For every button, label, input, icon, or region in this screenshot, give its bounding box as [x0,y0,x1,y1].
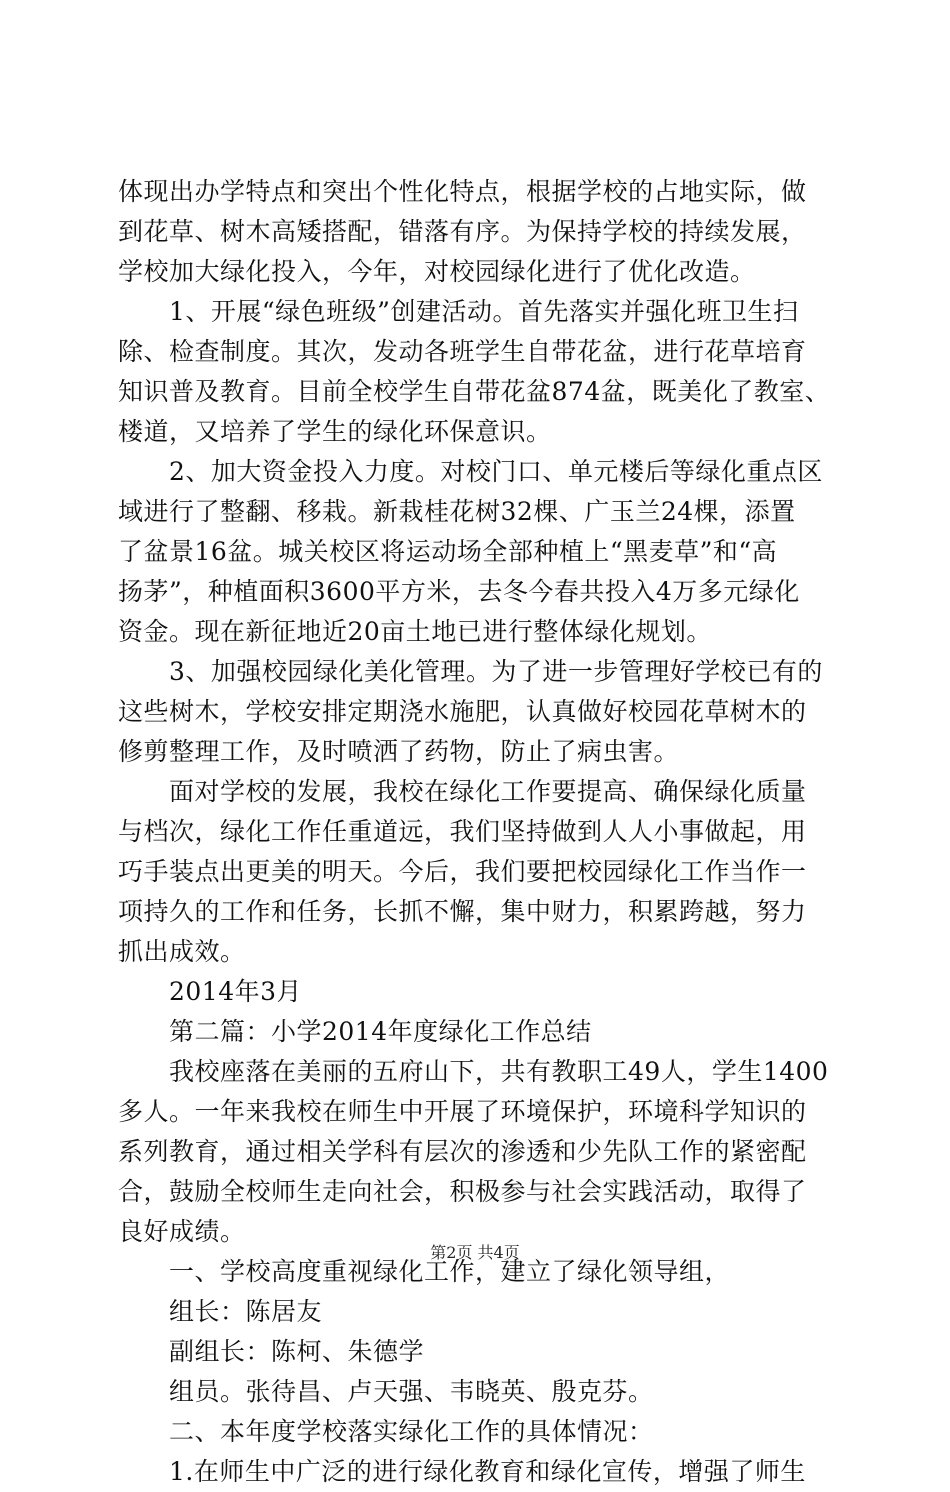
text-line: 到花草、树木高矮搭配，错落有序。为保持学校的持续发展， [118,217,807,246]
text-line: 了盆景16盆。城关校区将运动场全部种植上“黑麦草”和“高 [118,537,778,566]
text-line: 多人。一年来我校在师生中开展了环境保护，环境科学知识的 [118,1097,807,1126]
text-line: 一、学校高度重视绿化工作，建立了绿化领导组， [118,1257,731,1286]
text-line: 扬茅”，种植面积3600平方米，去冬今春共投入4万多元绿化 [118,577,800,606]
text-line: 楼道，又培养了学生的绿化环保意识。 [118,417,552,446]
text-line: 资金。现在新征地近20亩土地已进行整体绿化规划。 [118,617,712,646]
text-line: 抓出成效。 [118,937,246,966]
document-body [118,172,836,1492]
text-line: 巧手装点出更美的明天。今后，我们要把校园绿化工作当作一 [118,857,807,886]
text-line: 我校座落在美丽的五府山下，共有教职工49人，学生1400 [118,1057,829,1086]
text-line: 副组长：陈柯、朱德学 [118,1337,425,1366]
text-line: 与档次，绿化工作任重道远，我们坚持做到人人小事做起，用 [118,817,807,846]
text-line: 组长：陈居友 [118,1297,323,1326]
text-line: 1.在师生中广泛的进行绿化教育和绿化宣传，增强了师生 [118,1457,806,1486]
text-line: 1、开展“绿色班级”创建活动。首先落实并强化班卫生扫 [118,297,799,326]
text-line: 系列教育，通过相关学科有层次的渗透和少先队工作的紧密配 [118,1137,807,1166]
text-line: 知识普及教育。目前全校学生自带花盆874盆，既美化了教室、 [118,377,831,406]
text-line: 项持久的工作和任务，长抓不懈，集中财力，积累跨越，努力 [118,897,807,926]
text-line: 修剪整理工作，及时喷洒了药物，防止了病虫害。 [118,737,680,766]
text-line: 域进行了整翻、移栽。新栽桂花树32棵、广玉兰24棵，添置 [118,497,796,526]
text-line: 这些树木，学校安排定期浇水施肥，认真做好校园花草树木的 [118,697,807,726]
text-line: 体现出办学特点和突出个性化特点，根据学校的占地实际，做 [118,177,807,206]
date-line: 2014年3月 [118,977,303,1006]
text-line: 2、加大资金投入力度。对校门口、单元楼后等绿化重点区 [118,457,823,486]
text-line: 良好成绩。 [118,1217,246,1246]
page-footer [0,1240,950,1263]
text-line: 面对学校的发展，我校在绿化工作要提高、确保绿化质量 [118,777,807,806]
text-line: 3、加强校园绿化美化管理。为了进一步管理好学校已有的 [118,657,823,686]
page-number: 第2页 共4页 [430,1243,520,1262]
text-line: 学校加大绿化投入，今年，对校园绿化进行了优化改造。 [118,257,756,286]
text-line: 除、检查制度。其次，发动各班学生自带花盆，进行花草培育 [118,337,807,366]
text-line: 组员。张待昌、卢天强、韦晓英、殷克芬。 [118,1377,654,1406]
text-line: 合，鼓励全校师生走向社会，积极参与社会实践活动，取得了 [118,1177,807,1206]
text-line: 二、本年度学校落实绿化工作的具体情况： [118,1417,654,1446]
section-heading: 第二篇：小学2014年度绿化工作总结 [118,1017,592,1046]
